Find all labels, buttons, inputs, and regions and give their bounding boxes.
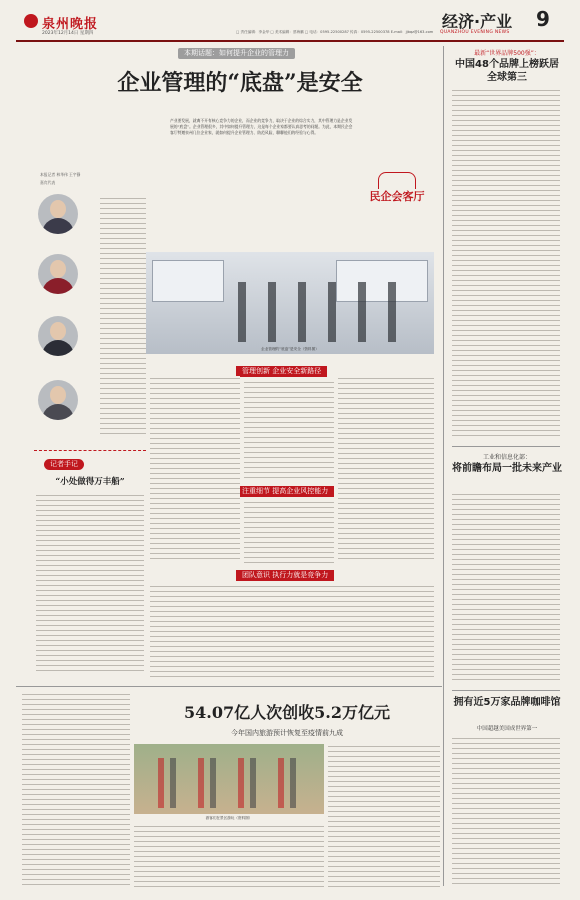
section-title: 经济·产业 — [442, 12, 513, 31]
tourism-photo-caption: 游客们在景区游玩（资料图） — [205, 816, 253, 820]
reporter-notes-body — [36, 493, 144, 673]
bottom-right-headline: 拥有近5万家品牌咖啡馆 — [453, 697, 561, 708]
visitors — [226, 282, 406, 342]
reporter-notes-tag: 记者手记 — [44, 459, 84, 470]
right-divider-1 — [452, 446, 560, 447]
guests-title: 嘉宾代表 — [40, 180, 56, 185]
section-tag-1: 管理创新 企业安全新路径 — [236, 366, 327, 377]
bottom-story-subhead: 今年国内旅游预计恢复至疫情前九成 — [231, 729, 343, 737]
contact-info: □ 责任编辑：李金华 □ 美术编辑：蔡海鹏 □ 电话：0595-22500287 传真：0595-22500378 E-mail：jjbqz@163.com — [236, 30, 434, 34]
story-body-col-1 — [150, 376, 240, 562]
column-badge — [362, 172, 432, 206]
middle-right-body — [452, 492, 560, 682]
section-tag-3: 团队意识 执行力就是竞争力 — [236, 570, 334, 581]
column-divider — [443, 46, 444, 886]
guest-avatar-2 — [38, 254, 78, 294]
tourism-photo — [134, 744, 324, 814]
column-badge-text: 民企会客厅 — [369, 190, 425, 203]
section-en: QUANZHOU EVENING NEWS — [440, 30, 510, 35]
bottom-right-body — [452, 736, 560, 886]
guest-bios — [100, 196, 146, 436]
story-headline: 企业管理的“底盘”是安全 — [117, 70, 363, 96]
bottom-right-subhead: 中国超越美国成世界第一 — [476, 726, 538, 732]
horizontal-divider — [16, 686, 442, 687]
paper-name: 泉州晚报 — [42, 17, 99, 32]
story-kicker: 本期话题：如何提升企业的管理力 — [178, 48, 295, 59]
top-right-body — [452, 88, 560, 440]
bottom-story-col-3 — [134, 824, 324, 888]
middle-right-headline: 将前瞻布局一批未来产业 — [452, 463, 562, 474]
middle-right-kicker: 工业和信息化部： — [482, 454, 531, 461]
bottom-story-col-1 — [22, 692, 130, 888]
reporter-notes — [34, 450, 146, 679]
top-right-headline: 中国48个品牌上榜跃居全球第三 — [455, 59, 559, 83]
top-right-kicker: 最新“世界品牌500强”： — [474, 50, 540, 57]
bottom-story-headline: 54.07亿人次创收5.2万亿元 — [184, 703, 390, 722]
story-body-col-2 — [244, 380, 334, 480]
guest-avatar-4 — [38, 380, 78, 420]
reporter-notes-headline: “小处做得万丰船” — [55, 477, 125, 487]
guest-avatar-1 — [38, 194, 78, 234]
story-body-col-3 — [338, 376, 434, 562]
story-body-col-4 — [150, 584, 434, 678]
page-number: 9 — [536, 7, 550, 31]
story-lede: 产业要发展，就离不开有核心竞争力的企业，而企业的竞争力，取决于企业的综合实力，其中管理力是企业发展的“底盘”。企业管理很多，其中如何提升管理力，这是每个企业家都要认真思考的问题。为此，本期民企会客厅特邀泉州几位企业家，就如何提升企业管理力、防范风险，聊聊他们的经验与心得。 — [170, 118, 353, 135]
exhibition-photo — [146, 252, 434, 354]
masthead-rule — [16, 40, 564, 42]
photo-caption: 企业管理的“底盘”是安全（资料图） — [261, 347, 319, 351]
section-tag-2: 注重细节 提高企业风控能力 — [236, 486, 334, 497]
guest-avatar-3 — [38, 316, 78, 356]
bottom-story-col-2 — [328, 744, 440, 888]
issue-date: 2023年12月14日 星期四 — [42, 31, 94, 36]
tourists — [144, 758, 314, 808]
building-icon — [378, 172, 416, 189]
display-screen-left — [152, 260, 224, 302]
byline: 本报记者 林华伟 王宇静 — [40, 172, 81, 177]
story-body-col-2b — [244, 500, 334, 564]
paper-logo-icon — [24, 14, 38, 28]
right-divider-2 — [452, 690, 560, 691]
